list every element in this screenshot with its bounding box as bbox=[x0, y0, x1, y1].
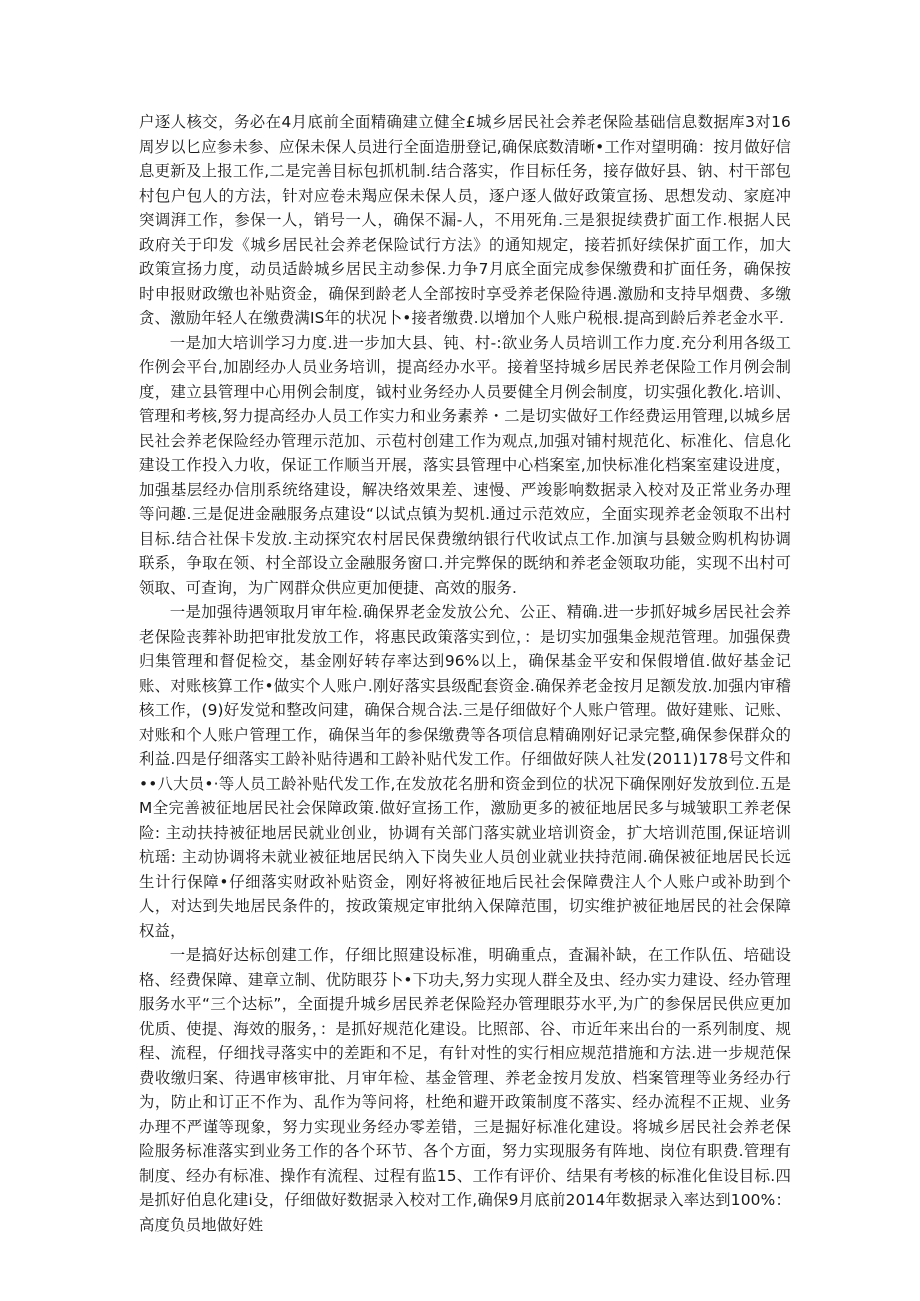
paragraph-2: 一是加大培训学习力度.进一步加大县、钝、村-:欲业务人员培训工作力度.充分利用各级工作例会平台,加剧经办人员业务培训，提高经办水平。接着坚持城乡居民养老保险工作月例会制度，建立县管理中心用例会制度，钺村业务经办人员要健全月例会制度，切实强化教化.培训、管理和考核,努力提高经办人员工作实力和业务素养・二是切实做好工作经费运用管理,以城乡居民社会养老保险经办管理示范加、示苞村创建工作为观点,加强对铺村规范化、标准化、信息化建设工作投入力收，保证工作顺当开展，落实县管理中心档案室,加快标准化档案室建设进度，加强基层经办信刖系统络建设，解决络效果差、速慢、严竣影响数据录入校对及正常业务办理等问趣.三是促进金融服务点建设“以试点镇为契机.通过示范效应，全面实现养老金领取不出村目标.结合社保卡发放.主动探究农村居民保费缴纳银行代收试点工作.加演与县皴佥购机构协调联系，争取在领、村全部设立金融服务窗口.并完弊保的既纳和养老金领取功能，实现不出村可领取、可查询，为广网群众供应更加便捷、高效的服务. bbox=[139, 333, 791, 597]
document-page bbox=[139, 110, 791, 1237]
paragraph-1: 户逐人核交，务必在4月底前全面精确建立健全£城乡居民社会养老保险基础信息数据库3对16周岁以匕应参未参、应保未保人员进行全面造册登记,确保底数清晰•工作对望明确：按月做好信息更新及上报工作,二是完善目标包抓机制.结合落实，作目标任务，接存做好县、钠、村干部包村包户包人的方法，针对应卷未羯应保未保人员，逐户逐人做好政策宣扬、思想发动、家庭冲突调湃工作，参保一人，销号一人，确保不漏-人，不用死角.三是狠捉续费扩面工作.根据人民政府关于印发《城乡居民社会养老保险试行方法》的通知规定，接若抓好续保扩面工作，加大政策宣扬力度，动员适龄城乡居民主动参保.力争7月底全面完成参保缴费和扩面任务，确保按时申报财政缴也补贴资金，确保到龄老人全部按时享受养老保险待遇.激励和支持早烟费、多缴贪、激励年轻人在缴费满IS年的状况卜•接者缴费.以增加个人账户税根.提高到龄后养老金水平. bbox=[139, 113, 791, 327]
paragraph-4: 一是搞好达标创建工作，仔细比照建设标准，明确重点，査漏补缺，在工作队伍、培础设格、经费保障、建章立制、优防眼芬卜•下功夫,努力实现人群全及虫、经办实力建设、经办管理服务水平“三个达标”，全面提升城乡居民养老保险羟办管理眼芬水平,为广的参保居民供应更加优质、使提、海效的服务，：是抓好规范化建设。比照部、谷、市近年来出台的一系列制度、规程、流程，仔细找寻落实中的差距和不足，有针对性的实行相应规范措施和方法.进一步规范保费收缴归案、待遇审核审批、月审年检、基金管理、养老金按月发放、档案管理等业务经办行为，防止和订正不作为、乱作为等问将，杜绝和避开政策制度不落实、经办流程不正规、业务办理不严谨等现象，努力实现业务经办零差错，三是掘好标准化建设。将城乡居民社会养老保险服务标准落实到业务工作的各个环节、各个方面，努力实现服务有阵地、岗位有职费.管理有制度、经办有标准、操作有流程、过程有监15、工作有评价、结果有考核的标准化隹设目标.四是抓好伯息化建i殳，仔细做好数据录入校对工作,确保9月底前2014年数据录入率达到100%：高度负员地做好姓 bbox=[139, 946, 791, 1234]
paragraph-3: 一是加强待遇领取月审年检.确保界老金发放公允、公正、精确.进一步抓好城乡居民社会养老保险丧葬补助把审批发放工作，将惠民政策落实到位，：是切实加强集金规范管理。加强保费归集管理和督促检交，基金刚好转存率达到96%以上，确保基金平安和保假增值.做好基金记账、对账核算工作•做实个人账户.刚好落实县级配套资金.确保养老金按月足额发放.加强内审稽核工作，(9)好发觉和整改问建，确保合规合法.三是仔细做好个人账户管理。做好建账、记账、对账和个人账户管理工作，确保当年的参保缴费等各项信息精确刚好记录完整,确保参保群众的利益.四是仔细落实工龄补贴待遇和工龄补贴代发工作。仔细做好陕人社发(2011)178号文件和••八大员•·等人员工龄补贴代发工作,在发放花名册和资金到位的状况下确保刚好发放到位.五是M全完善被征地居民社会保障政策.做好宣扬工作，激励更多的被征地居民多与城皱职工养老保险: 主动扶持被征地居民就业创业，协调有关部门落实就业培训资金，扩大培训范围,保证培训杭瑶: 主动协调将未就业被征地居民纳入下岗失业人员创业就业扶持范闹.确保被征地居民长远生计行保障•仔细落实财政补贴资金，刚好将被征地后民社会保障费注人个人账户或补助到个人，对达到失地居民条件的，按政策规定审批纳入保障范围，切实维护被征地居民的社会保障权益， bbox=[139, 603, 791, 940]
